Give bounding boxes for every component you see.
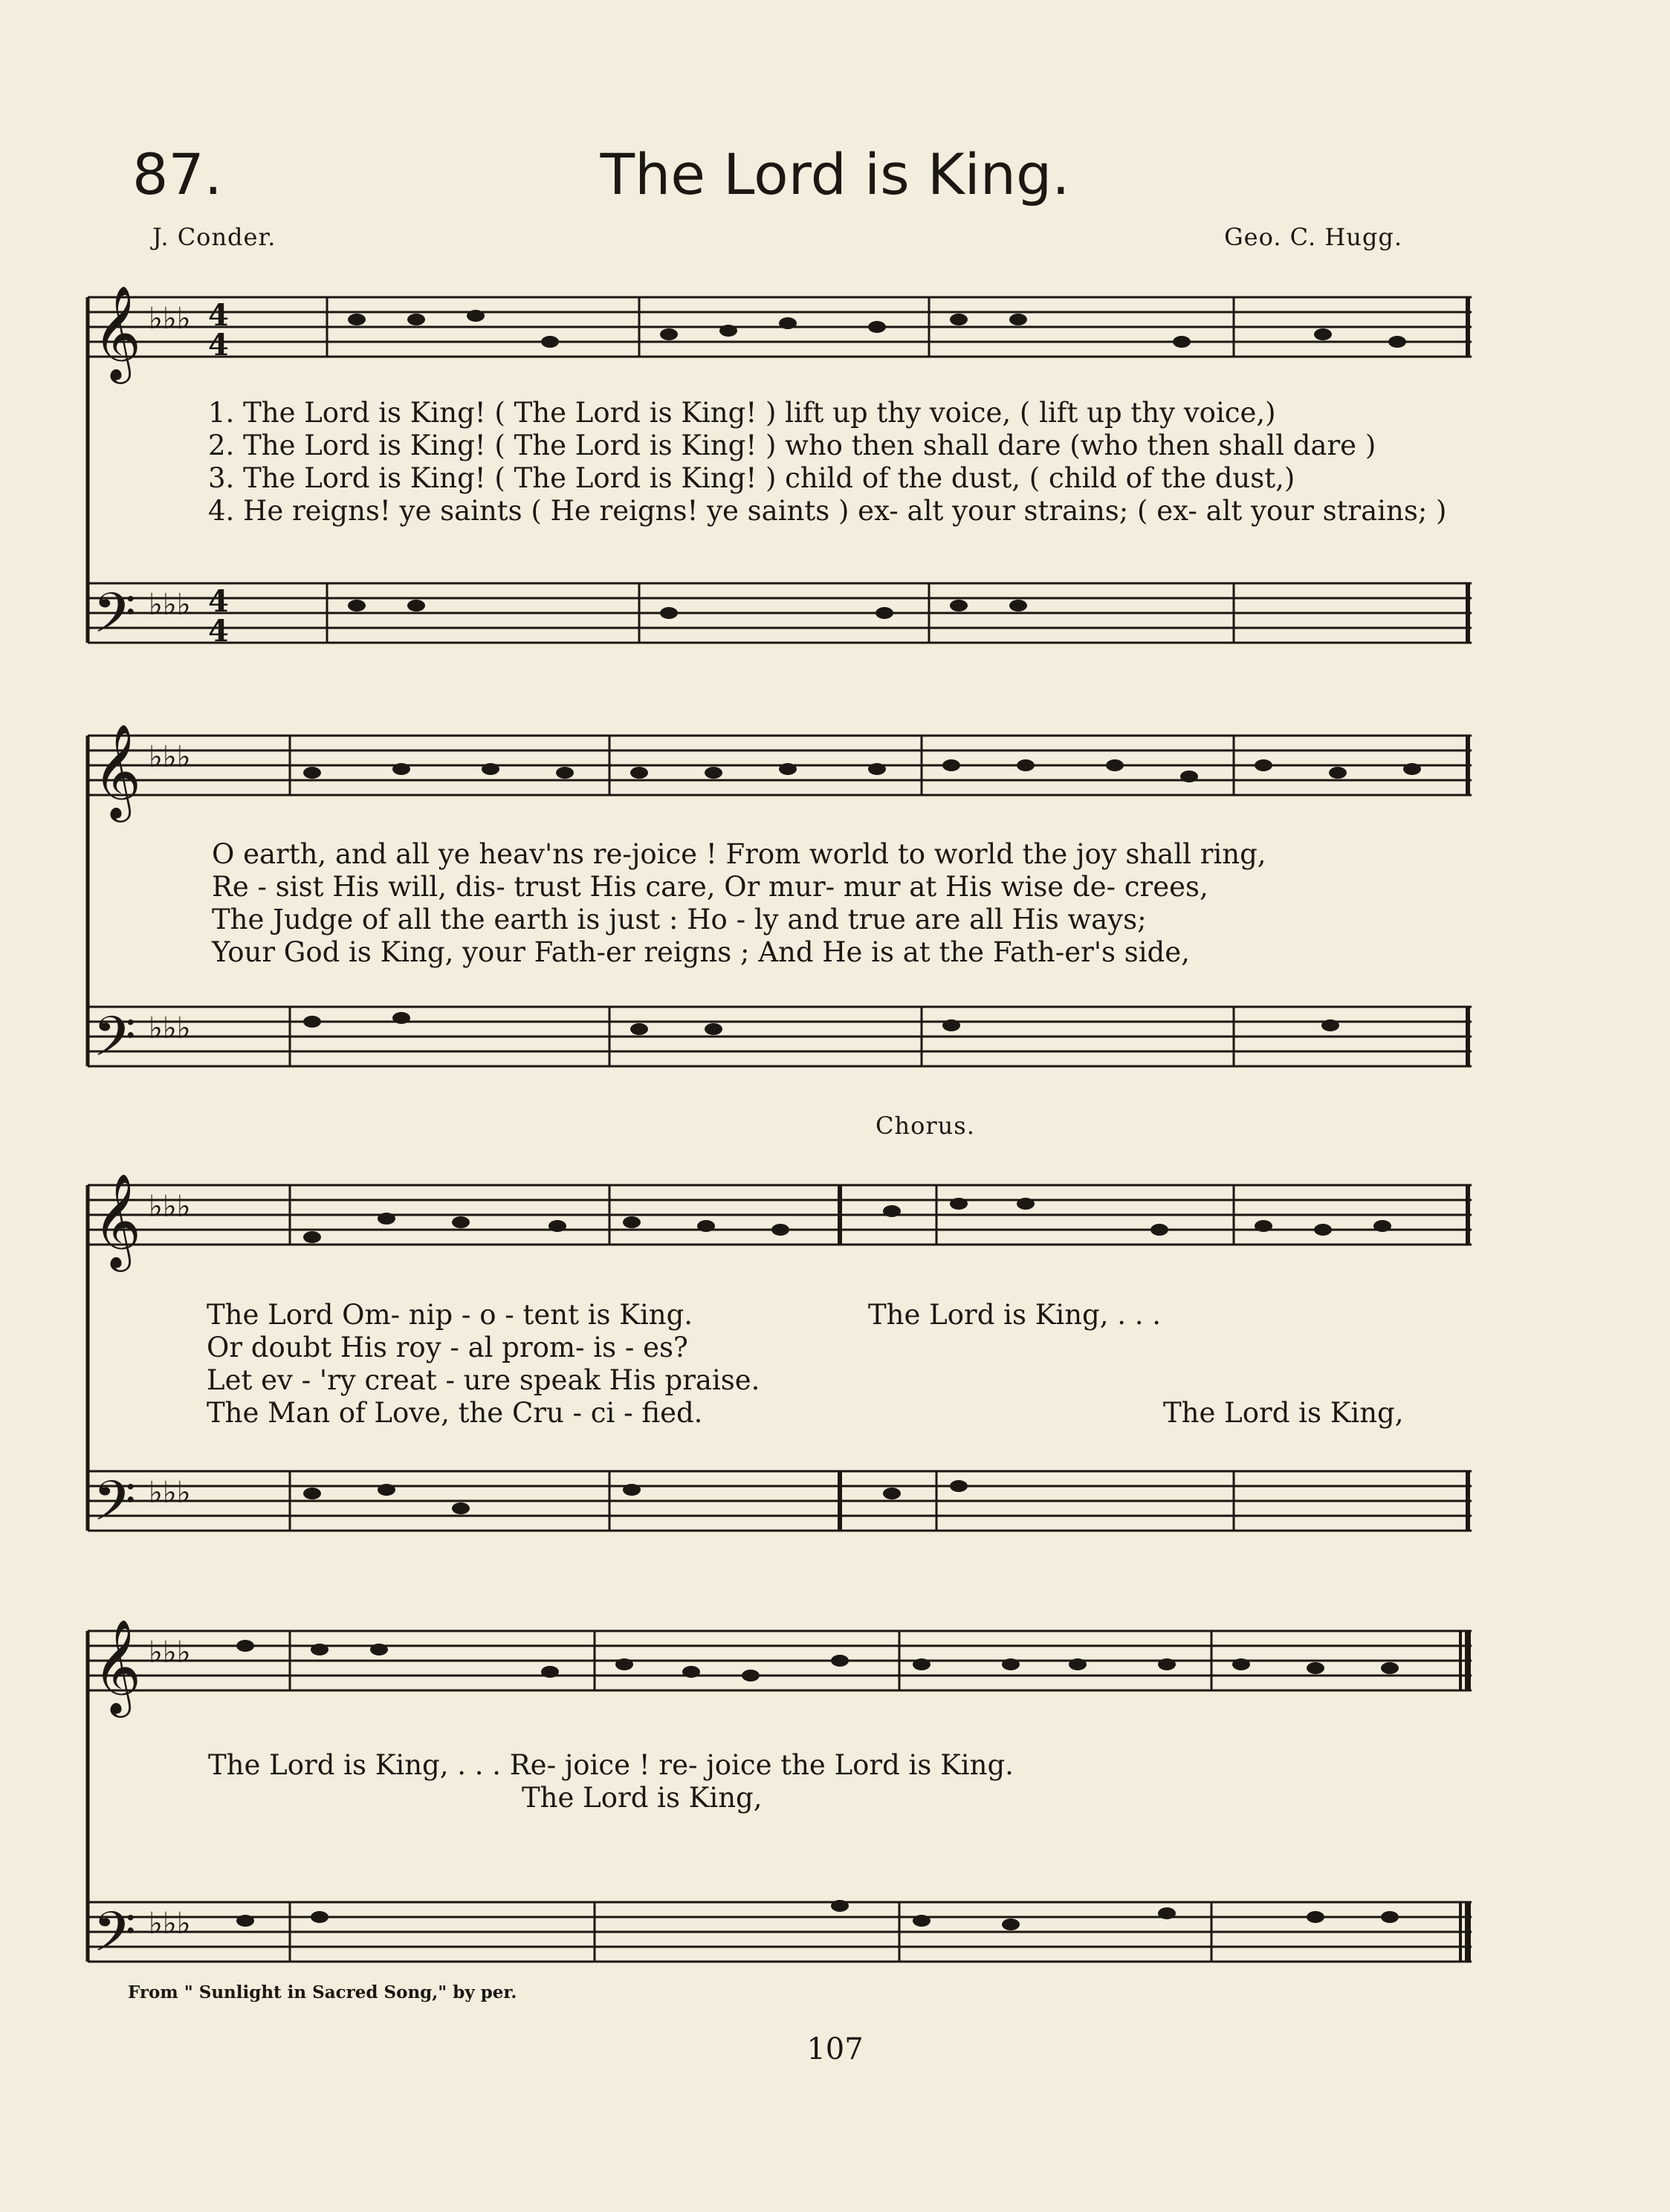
svg-text:𝄢: 𝄢 bbox=[93, 1900, 136, 1978]
verse-line-1: The Lord Om- nip - o - tent is King. bbox=[207, 1299, 693, 1331]
svg-text:♭♭♭: ♭♭♭ bbox=[149, 1190, 191, 1224]
svg-text:𝄢: 𝄢 bbox=[93, 1469, 136, 1547]
page-number: 107 bbox=[806, 2032, 864, 2066]
verse-line-2: Re - sist His will, dis- trust His care, Or mur- mur at His wise de- crees, bbox=[212, 871, 1208, 903]
svg-text:♭♭♭: ♭♭♭ bbox=[149, 588, 191, 622]
hymn-number: 87. bbox=[132, 141, 222, 207]
svg-text:𝄞: 𝄞 bbox=[93, 724, 142, 818]
verse-line-3: The Judge of all the earth is just : Ho - ly and true are all His ways; bbox=[212, 904, 1147, 935]
svg-text:♭♭♭: ♭♭♭ bbox=[149, 1011, 191, 1045]
verse-line-4: Your God is King, your Fath-er reigns ; And He is at the Fath-er's side, bbox=[212, 936, 1190, 968]
verse-line-4: 4. He reigns! ye saints ( He reigns! ye saints ) ex- alt your strains; ( ex- alt your strains; ) bbox=[208, 495, 1447, 527]
verse-line-3: 3. The Lord is King! ( The Lord is King! ) child of the dust, ( child of the dust,) bbox=[208, 462, 1295, 494]
svg-text:4: 4 bbox=[208, 584, 229, 619]
svg-text:♭♭♭: ♭♭♭ bbox=[149, 302, 191, 336]
svg-text:♭♭♭: ♭♭♭ bbox=[149, 1907, 191, 1941]
verse-line-3: Let ev - 'ry creat - ure speak His praise. bbox=[207, 1364, 760, 1396]
svg-text:4: 4 bbox=[208, 614, 229, 649]
chorus-label: Chorus. bbox=[876, 1112, 975, 1140]
author-credit: J. Conder. bbox=[152, 223, 276, 251]
verse-line-1: 1. The Lord is King! ( The Lord is King! ) lift up thy voice, ( lift up thy voice,) bbox=[208, 397, 1276, 429]
chorus-lyric-lower: The Lord is King, bbox=[1163, 1397, 1404, 1429]
hymn-title: The Lord is King. bbox=[600, 141, 1070, 207]
svg-text:𝄞: 𝄞 bbox=[93, 1174, 142, 1268]
svg-text:𝄞: 𝄞 bbox=[93, 1620, 142, 1713]
verse-line-4: The Man of Love, the Cru - ci - fied. bbox=[207, 1397, 703, 1429]
verse-line-2: 2. The Lord is King! ( The Lord is King! ) who then shall dare (who then shall dare ) bbox=[208, 429, 1376, 461]
svg-text:𝄢: 𝄢 bbox=[93, 1005, 136, 1083]
chorus-lyric-upper: The Lord is King, . . . Re- joice ! re- joice the Lord is King. bbox=[208, 1749, 1014, 1781]
svg-text:𝄞: 𝄞 bbox=[93, 285, 142, 380]
svg-text:4: 4 bbox=[208, 298, 229, 333]
composer-credit: Geo. C. Hugg. bbox=[1224, 223, 1402, 251]
svg-text:♭♭♭: ♭♭♭ bbox=[149, 1476, 191, 1510]
verse-line-2: Or doubt His roy - al prom- is - es? bbox=[207, 1332, 688, 1363]
svg-text:𝄢: 𝄢 bbox=[93, 581, 136, 659]
music-system-4 bbox=[0, 1620, 1670, 1991]
svg-text:4: 4 bbox=[208, 328, 229, 363]
source-credit: From " Sunlight in Sacred Song," by per. bbox=[128, 1982, 517, 2002]
svg-text:♭♭♭: ♭♭♭ bbox=[149, 740, 191, 774]
svg-text:♭♭♭: ♭♭♭ bbox=[149, 1635, 191, 1670]
verse-line-1: O earth, and all ye heav'ns re-joice ! From world to world the joy shall ring, bbox=[212, 838, 1266, 870]
chorus-lyric-upper: The Lord is King, . . . bbox=[868, 1299, 1162, 1331]
chorus-lyric-lower: The Lord is King, bbox=[522, 1782, 763, 1814]
